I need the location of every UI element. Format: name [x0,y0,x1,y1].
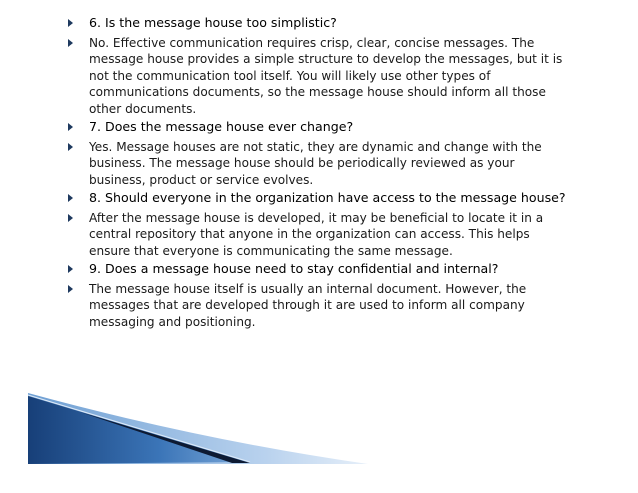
answer-text: The message house itself is usually an internal document. However, the messages that are developed through it are used to inform all company messaging and positioning. [89,281,527,329]
triangle-bullet-icon [68,123,73,131]
question-item [68,119,568,136]
answer-text: Yes. Message houses are not static, they are dynamic and change with the business. The message house should be periodically reviewed as your business, product or service evolves. [89,139,542,187]
triangle-bullet-icon [68,285,73,293]
triangle-bullet-icon [68,19,73,27]
question-text: 9. Does a message house need to stay confidential and internal? [89,261,499,276]
swoosh-dark-wedge [80,412,250,463]
answer-text: No. Effective communication requires crisp, clear, concise messages. The message house provides a simple structure to develop the messages, but it is not the communication tool itself. You will likely use other types of communications documents, so the message house should inform all those other documents. [89,35,563,116]
swoosh-blue-band [28,396,248,464]
answer-text: After the message house is developed, it may be beneficial to locate it in a central repository that anyone in the organization can access. This helps ensure that everyone is communicating the same message. [89,210,544,258]
question-item [68,261,568,278]
answer-item [68,139,568,189]
swoosh-highlight [28,395,250,462]
triangle-bullet-icon [68,214,73,222]
triangle-bullet-icon [68,143,73,151]
swoosh-light-band [28,393,368,464]
answer-item [68,210,568,260]
question-item [68,190,568,207]
answer-item [68,281,568,331]
bullet-list [68,15,568,332]
question-text: 7. Does the message house ever change? [89,119,354,134]
triangle-bullet-icon [68,39,73,47]
answer-item [68,35,568,118]
question-item [68,15,568,32]
triangle-bullet-icon [68,265,73,273]
question-text: 8. Should everyone in the organization have access to the message house? [89,190,566,205]
question-text: 6. Is the message house too simplistic? [89,15,337,30]
triangle-bullet-icon [68,194,73,202]
